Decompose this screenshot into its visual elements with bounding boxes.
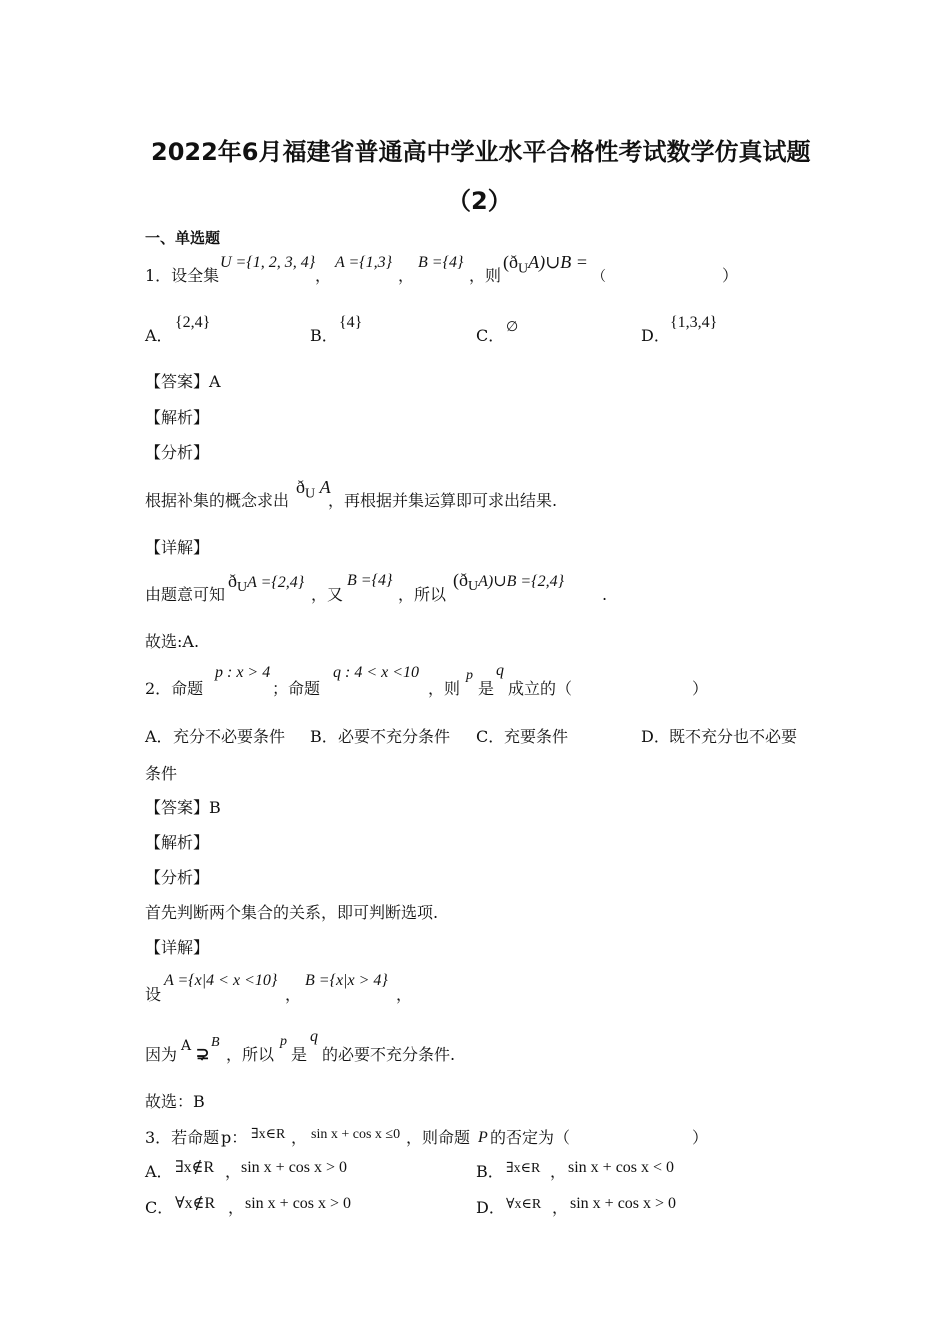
q3-option-d-expr: sin x + cos x > 0 <box>570 1195 677 1212</box>
paper-title: 2022年6月福建省普通高中学业水平合格性考试数学仿真试题 <box>151 138 811 166</box>
q1-paren-open: （ <box>592 269 606 285</box>
q1-jiexi: 【解析】 <box>145 408 210 427</box>
q1-option-a-value: {2,4} <box>175 314 211 331</box>
q1-option-b-value: {4} <box>339 314 363 331</box>
q1-detail-end: . <box>602 585 608 604</box>
q2-detail: 【详解】 <box>145 938 210 957</box>
q2-rel-b: B <box>211 1035 220 1050</box>
q3-option-c-label: C． <box>145 1198 174 1217</box>
q2-p: p <box>466 668 473 683</box>
q1-sep: ， <box>315 266 332 285</box>
q3-p: p： <box>221 1128 248 1147</box>
paper-title-suffix: （2） <box>447 187 512 215</box>
q2-q: q <box>496 662 504 679</box>
q1-prefix: 1．设全集 <box>145 266 220 285</box>
section-heading: 一、单选题 <box>145 229 221 247</box>
q2-option-d-value: 既不充分也不必要 <box>669 727 798 746</box>
q3-sep: ， <box>291 1128 308 1147</box>
q2-tail: 成立的（ <box>508 679 573 698</box>
q3-option-b-sep: ， <box>550 1162 567 1181</box>
q1-option-c-label: C． <box>476 326 505 345</box>
q2-rel-sym: ⊋ <box>196 1046 210 1063</box>
q1-detail: 【详解】 <box>145 538 210 557</box>
q2-set-sep: ， <box>285 985 302 1004</box>
q2-conclusion: 故选：B <box>145 1092 205 1111</box>
q3-neg: ，则命题 <box>406 1128 471 1147</box>
q1-analysis-post: ，再根据并集运算即可求出结果. <box>328 491 558 510</box>
q2-shi: 是 <box>478 679 495 698</box>
q3-P: P <box>478 1129 488 1146</box>
q2-option-b-label: B． <box>310 727 338 746</box>
q2-jiexi: 【解析】 <box>145 833 210 852</box>
q3-exists: ∃x∈R <box>251 1127 286 1142</box>
q2-q-expr: q : 4 < x <10 <box>333 664 420 681</box>
q2-p-expr: p : x > 4 <box>215 664 271 681</box>
q1-detail-result: $(ð_UA)\cup B =\{2,4\}$ <box>453 570 564 595</box>
q3-option-c-expr: sin x + cos x > 0 <box>245 1195 352 1212</box>
q1-option-d-value: {1,3,4} <box>670 314 718 331</box>
q2-option-a-label: A． <box>145 727 173 746</box>
q3-option-c-quant: ∀x∉R <box>175 1195 216 1212</box>
q3-option-a-expr: sin x + cos x > 0 <box>241 1159 348 1176</box>
q1-analysis-pre: 根据补集的概念求出 <box>145 491 290 510</box>
q1-paren-close: ） <box>722 266 739 285</box>
q1-detail-pre: 由题意可知 <box>145 585 226 604</box>
q3-option-b-quant: ∃x∈R <box>506 1161 541 1176</box>
q3-option-b-label: B． <box>476 1162 504 1181</box>
q2-option-d-label: D． <box>641 727 670 746</box>
q2-semi: ；命题 <box>272 679 321 698</box>
q2-option-c-label: C． <box>476 727 505 746</box>
q2-paren-close: ） <box>692 679 709 698</box>
q1-target-expr: $(ð_UA)\cup B$ = <box>503 252 588 277</box>
q2-fenxi: 【分析】 <box>145 868 210 887</box>
q1-detail-mid: ，又 <box>311 585 344 604</box>
q3-option-d-label: D． <box>476 1198 505 1217</box>
q3-option-d-sep: ， <box>552 1198 569 1217</box>
q1-then: ，则 <box>469 266 502 285</box>
q2-prefix: 2．命题 <box>145 679 204 698</box>
q3-option-c-sep: ， <box>228 1198 245 1217</box>
q2-answer: 【答案】B <box>145 798 221 817</box>
q1-detail-complement: $ð_UA =\{2,4\}$ <box>228 571 305 596</box>
q1-detail-b: B ={4} <box>347 572 393 589</box>
q2-rel-a: A <box>181 1038 192 1054</box>
q1-option-a-label: A． <box>145 326 173 345</box>
q2-set-a: A ={x|4 < x <10} <box>164 972 278 989</box>
q3-option-d-quant: ∀x∈R <box>506 1197 542 1212</box>
q2-option-c-value: 充要条件 <box>504 727 569 746</box>
q2-set-end: ， <box>396 985 413 1004</box>
q3-option-a-sep: ， <box>225 1162 242 1181</box>
q3-option-a-label: A． <box>145 1162 173 1181</box>
q3-paren-close: ） <box>692 1128 709 1147</box>
q1-conclusion: 故选:A. <box>145 632 200 651</box>
q2-set-b: B ={x|x > 4} <box>305 972 388 989</box>
q1-option-c-value: ∅ <box>506 320 519 335</box>
q1-detail-mid: ，所以 <box>398 585 447 604</box>
q2-analysis: 首先判断两个集合的关系，即可判断选项. <box>145 903 439 922</box>
q1-set-b: B ={4} <box>418 254 464 271</box>
q1-analysis-complement: $ð_U$ A <box>296 477 331 502</box>
q3-option-a-quant: ∃x∉R <box>175 1159 215 1176</box>
q3-neg-tail: 的否定为（ <box>490 1128 571 1147</box>
q2-then: ，则 <box>428 679 461 698</box>
q3-prefix: 3．若命题 <box>145 1128 220 1147</box>
q1-universal-set: U ={1, 2, 3, 4} <box>220 254 316 271</box>
q2-set-pre: 设 <box>145 985 162 1004</box>
q3-option-b-expr: sin x + cos x < 0 <box>568 1159 675 1176</box>
q1-answer: 【答案】A <box>145 372 221 391</box>
q1-set-a: A ={1,3} <box>335 254 393 271</box>
q2-necessary: 的必要不充分条件. <box>322 1045 456 1064</box>
q2-because: 因为 <box>145 1045 178 1064</box>
q2-option-b-value: 必要不充分条件 <box>338 727 451 746</box>
q2-shi2: 是 <box>291 1045 308 1064</box>
q2-option-a-value: 充分不必要条件 <box>173 727 286 746</box>
q1-fenxi: 【分析】 <box>145 443 210 462</box>
q1-option-b-label: B． <box>310 326 338 345</box>
q2-option-d-wrap: 条件 <box>145 764 178 783</box>
q2-p2: p <box>280 1034 287 1049</box>
q2-q2: q <box>310 1028 318 1045</box>
q2-so: ，所以 <box>226 1045 275 1064</box>
q1-option-d-label: D． <box>641 326 670 345</box>
q3-cond: sin x + cos x ≤0 <box>311 1127 401 1142</box>
q1-sep: ， <box>398 266 415 285</box>
